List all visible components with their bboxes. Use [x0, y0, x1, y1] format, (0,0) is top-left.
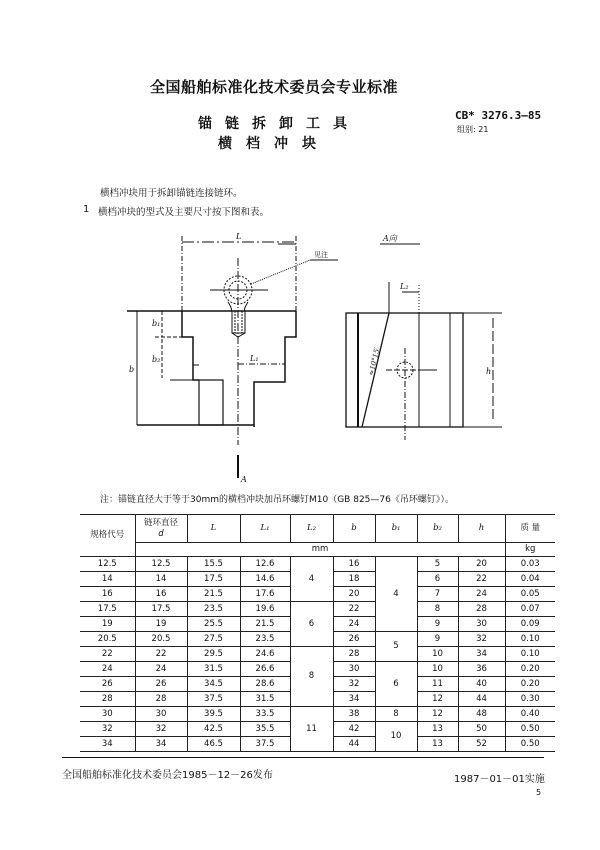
footer-rule: [62, 757, 544, 758]
table-header-row: [80, 515, 555, 543]
header-code: 规格代号: [80, 515, 135, 557]
cell-mass: 0.10: [505, 632, 555, 647]
cell-L1: 24.6: [240, 647, 290, 662]
cell-mass: 0.20: [505, 677, 555, 692]
cell-b1: 4: [375, 557, 417, 632]
cell-b2: 8: [417, 602, 458, 617]
cell-code: 20.5: [80, 632, 135, 647]
dim-L1-label: L₁: [250, 354, 259, 363]
cell-L: 46.5: [187, 737, 240, 752]
section-text: 横档冲块的型式及主要尺寸按下图和表。: [98, 207, 270, 218]
page-number: 5: [536, 788, 542, 797]
dim-h-label: h: [486, 367, 492, 376]
cell-b: 44: [333, 737, 375, 752]
cell-L2: 8: [290, 647, 333, 707]
cell-h: 30: [458, 617, 505, 632]
eyebolt-symbol: [210, 276, 268, 337]
cell-L: 39.5: [187, 707, 240, 722]
cell-b2: 9: [417, 632, 458, 647]
cell-L1: 21.5: [240, 617, 290, 632]
view-A-title: A向: [383, 234, 397, 243]
cell-b: 34: [333, 692, 375, 707]
cell-b: 28: [333, 647, 375, 662]
cell-L1: 14.6: [240, 572, 290, 587]
cell-b2: 9: [417, 617, 458, 632]
unit-kg: kg: [505, 543, 555, 557]
cell-d: 14: [135, 572, 187, 587]
cell-b2: 11: [417, 677, 458, 692]
cell-L1: 31.5: [240, 692, 290, 707]
cell-b: 32: [333, 677, 375, 692]
cell-h: 36: [458, 662, 505, 677]
cell-h: 48: [458, 707, 505, 722]
cell-L1: 12.6: [240, 557, 290, 572]
cell-b: 22: [333, 602, 375, 617]
cell-code: 17.5: [80, 602, 135, 617]
cell-mass: 0.50: [505, 722, 555, 737]
cell-b: 16: [333, 557, 375, 572]
table-note: 注：锚链直径大于等于30mm的横档冲块加吊环螺钉M10（GB 825—76《吊环螺钉》）。: [100, 495, 454, 505]
cell-L: 34.5: [187, 677, 240, 692]
document-subtitle: 横档冲块: [218, 136, 330, 152]
cell-b2: 10: [417, 662, 458, 677]
cell-code: 24: [80, 662, 135, 677]
side-view: [346, 244, 502, 440]
cell-b: 42: [333, 722, 375, 737]
cell-L: 31.5: [187, 662, 240, 677]
cell-h: 44: [458, 692, 505, 707]
unit-mm: mm: [135, 543, 505, 557]
cell-code: 14: [80, 572, 135, 587]
cell-mass: 0.20: [505, 662, 555, 677]
cell-d: 16: [135, 587, 187, 602]
cell-b2: 13: [417, 722, 458, 737]
cell-code: 12.5: [80, 557, 135, 572]
cell-L: 15.5: [187, 557, 240, 572]
cell-mass: 0.40: [505, 707, 555, 722]
callout-see-note: 见注: [314, 251, 328, 259]
cell-L2: 11: [290, 707, 333, 752]
cell-d: 17.5: [135, 602, 187, 617]
table-unit-row: [80, 543, 555, 557]
cell-L2: 4: [290, 557, 333, 602]
cell-code: 16: [80, 587, 135, 602]
angle-label: ≈10°15′: [367, 346, 382, 377]
cell-L: 21.5: [187, 587, 240, 602]
cell-b2: 6: [417, 572, 458, 587]
cell-b: 20: [333, 587, 375, 602]
cell-mass: 0.03: [505, 557, 555, 572]
header-b1: b₁: [375, 515, 417, 543]
cell-b2: 13: [417, 737, 458, 752]
cell-mass: 0.05: [505, 587, 555, 602]
cell-L1: 17.6: [240, 587, 290, 602]
cell-code: 30: [80, 707, 135, 722]
issue-date: 全国船舶标准化技术委员会1985－12－26发布: [62, 770, 273, 781]
cell-h: 52: [458, 737, 505, 752]
cell-h: 28: [458, 602, 505, 617]
cell-mass: 0.07: [505, 602, 555, 617]
dim-b2-label: b₂: [152, 355, 161, 364]
cell-code: 28: [80, 692, 135, 707]
header-d: [135, 515, 187, 543]
cell-b2: 12: [417, 707, 458, 722]
cell-L1: 33.5: [240, 707, 290, 722]
cell-b: 30: [333, 662, 375, 677]
cell-L: 27.5: [187, 632, 240, 647]
cell-b1: 10: [375, 722, 417, 752]
cell-b2: 12: [417, 692, 458, 707]
table-row: [80, 647, 555, 662]
cell-d: 30: [135, 707, 187, 722]
cell-L1: 23.5: [240, 632, 290, 647]
cell-b: 24: [333, 617, 375, 632]
cell-code: 26: [80, 677, 135, 692]
cell-d: 24: [135, 662, 187, 677]
cell-d: 26: [135, 677, 187, 692]
dimension-table: [80, 514, 555, 752]
dim-b1-label: b₁: [152, 319, 161, 328]
cell-h: 50: [458, 722, 505, 737]
cell-d: 20.5: [135, 632, 187, 647]
cell-d: 12.5: [135, 557, 187, 572]
cell-b: 18: [333, 572, 375, 587]
header-d-label: 链环直径: [143, 517, 178, 528]
cell-h: 40: [458, 677, 505, 692]
cell-d: 19: [135, 617, 187, 632]
cell-L: 42.5: [187, 722, 240, 737]
cell-mass: 0.50: [505, 737, 555, 752]
cell-mass: 0.09: [505, 617, 555, 632]
cell-h: 22: [458, 572, 505, 587]
cell-code: 22: [80, 647, 135, 662]
cell-L1: 19.6: [240, 602, 290, 617]
cell-d: 32: [135, 722, 187, 737]
cell-b: 38: [333, 707, 375, 722]
cell-b1: 6: [375, 662, 417, 707]
cell-code: 19: [80, 617, 135, 632]
cell-L: 25.5: [187, 617, 240, 632]
header-b: b: [333, 515, 375, 543]
section-mark-A: A: [241, 475, 247, 484]
cell-b1: 5: [375, 632, 417, 662]
cell-h: 34: [458, 647, 505, 662]
cell-L1: 26.6: [240, 662, 290, 677]
cell-L: 23.5: [187, 602, 240, 617]
cell-d: 22: [135, 647, 187, 662]
cell-d: 28: [135, 692, 187, 707]
cell-code: 32: [80, 722, 135, 737]
section-number: 1: [83, 204, 90, 215]
cell-b1: 8: [375, 707, 417, 722]
dim-L2-label: L₂: [400, 282, 409, 291]
standard-code: CB* 3276.3—85: [455, 109, 542, 122]
cell-b2: 5: [417, 557, 458, 572]
cell-L: 29.5: [187, 647, 240, 662]
cell-b: 26: [333, 632, 375, 647]
cell-L1: 37.5: [240, 737, 290, 752]
standard-classification: 组别: 21: [457, 125, 489, 134]
dim-b-label: b: [129, 365, 135, 374]
cell-L: 37.5: [187, 692, 240, 707]
organization-title: 全国船舶标准化技术委员会专业标准: [150, 78, 399, 96]
header-d-symbol: d: [158, 528, 164, 539]
cell-h: 20: [458, 557, 505, 572]
table-row: [80, 602, 555, 617]
cell-L1: 35.5: [240, 722, 290, 737]
cell-d: 34: [135, 737, 187, 752]
cell-L: 17.5: [187, 572, 240, 587]
cell-code: 34: [80, 737, 135, 752]
cell-L2: 6: [290, 602, 333, 647]
cell-h: 24: [458, 587, 505, 602]
table-row: [80, 557, 555, 572]
cell-h: 32: [458, 632, 505, 647]
header-h: h: [458, 515, 505, 543]
intro-paragraph: 横档冲块用于拆卸锚链连接链环。: [100, 188, 243, 199]
cell-L1: 28.6: [240, 677, 290, 692]
cell-mass: 0.10: [505, 647, 555, 662]
header-mass: 质 量: [505, 515, 555, 543]
header-b2: b₂: [417, 515, 458, 543]
header-L: L: [187, 515, 240, 543]
dim-L-label: L: [236, 232, 242, 241]
effective-date: 1987－01－01实施: [454, 774, 545, 785]
header-L2: L₂: [290, 515, 333, 543]
cell-b2: 7: [417, 587, 458, 602]
cell-mass: 0.04: [505, 572, 555, 587]
table-row: [80, 707, 555, 722]
cell-mass: 0.30: [505, 692, 555, 707]
document-title: 锚链拆卸工具: [198, 116, 360, 132]
header-L1: L₁: [240, 515, 290, 543]
cell-b2: 10: [417, 647, 458, 662]
